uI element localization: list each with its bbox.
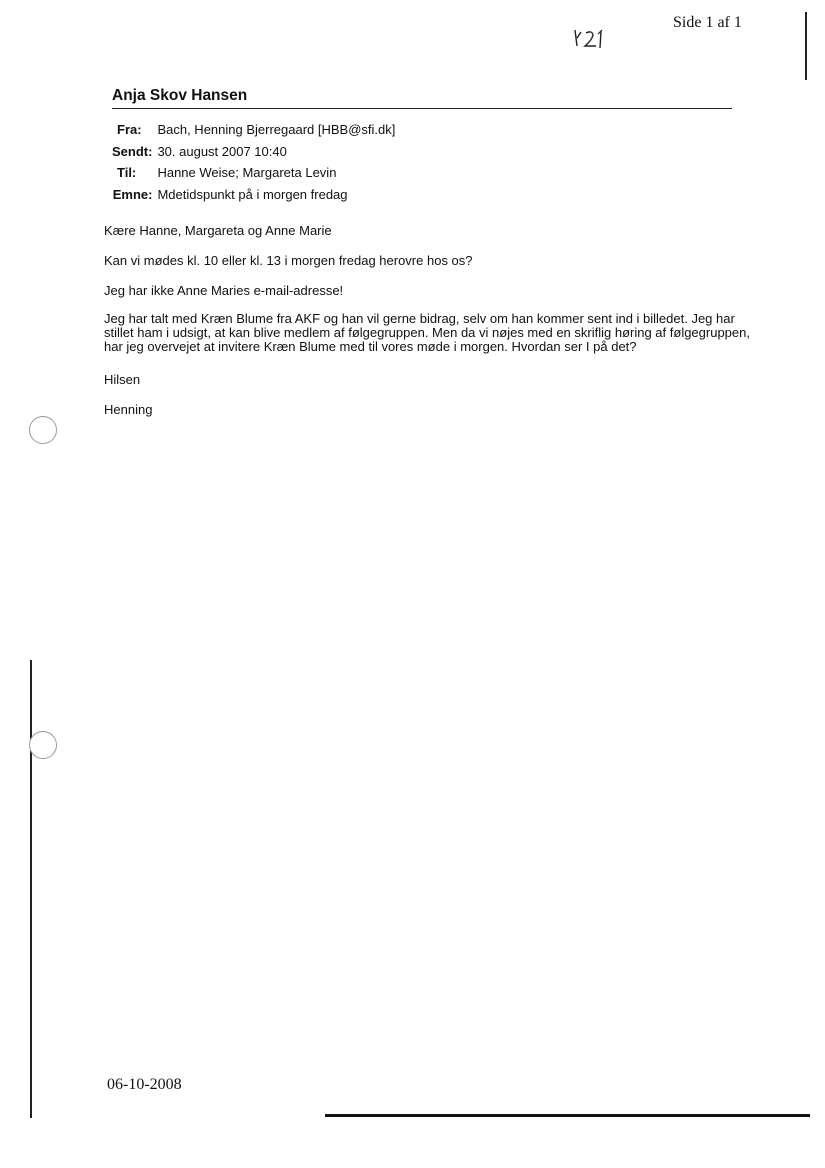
from-label: Fra: (117, 122, 142, 137)
signature: Henning (104, 402, 153, 417)
scan-edge-mark-right (805, 12, 807, 80)
to-value: Hanne Weise; Margareta Levin (157, 165, 337, 180)
subject-label: Emne: (112, 186, 153, 202)
footer-rule (325, 1114, 810, 1117)
meta-row-sent (112, 144, 395, 166)
scan-edge-mark-left (30, 660, 32, 1118)
page-number: Side 1 af 1 (673, 14, 742, 31)
sent-label: Sendt: (112, 143, 153, 159)
handwritten-annotation (572, 26, 614, 54)
meta-row-to (112, 165, 395, 187)
closing: Hilsen (104, 372, 141, 387)
email-meta (112, 122, 395, 208)
body-paragraph-1: Kan vi mødes kl. 10 eller kl. 13 i morgen fredag herovre hos os? (104, 253, 473, 268)
header-divider (112, 108, 732, 109)
sender-name: Anja Skov Hansen (112, 87, 248, 104)
to-label: Til: (117, 165, 137, 180)
body-paragraph-2: Jeg har ikke Anne Maries e-mail-adresse! (104, 283, 344, 298)
sent-value: 30. august 2007 10:40 (157, 143, 287, 159)
from-value: Bach, Henning Bjerregaard [HBB@sfi.dk] (157, 122, 396, 137)
meta-row-from (112, 122, 395, 144)
subject-value: Mdetidspunkt på i morgen fredag (157, 186, 348, 202)
punch-hole-top (29, 416, 57, 444)
meta-row-subject (112, 187, 395, 209)
punch-hole-bottom (29, 731, 57, 759)
footer-date: 06-10-2008 (107, 1076, 182, 1093)
body-paragraph-3: Jeg har talt med Kræn Blume fra AKF og han vil gerne bidrag, selv om han kommer sent ind i billedet. Jeg har stillet ham i udsigt, at kan blive medlem af følgegruppen. Men da vi nøjes med en skriflig høring af følgegruppen, har jeg overvejet at invitere Kræn Blume med til vores møde i morgen. Hvordan ser I på det? (104, 311, 750, 354)
greeting: Kære Hanne, Margareta og Anne Marie (104, 223, 332, 238)
